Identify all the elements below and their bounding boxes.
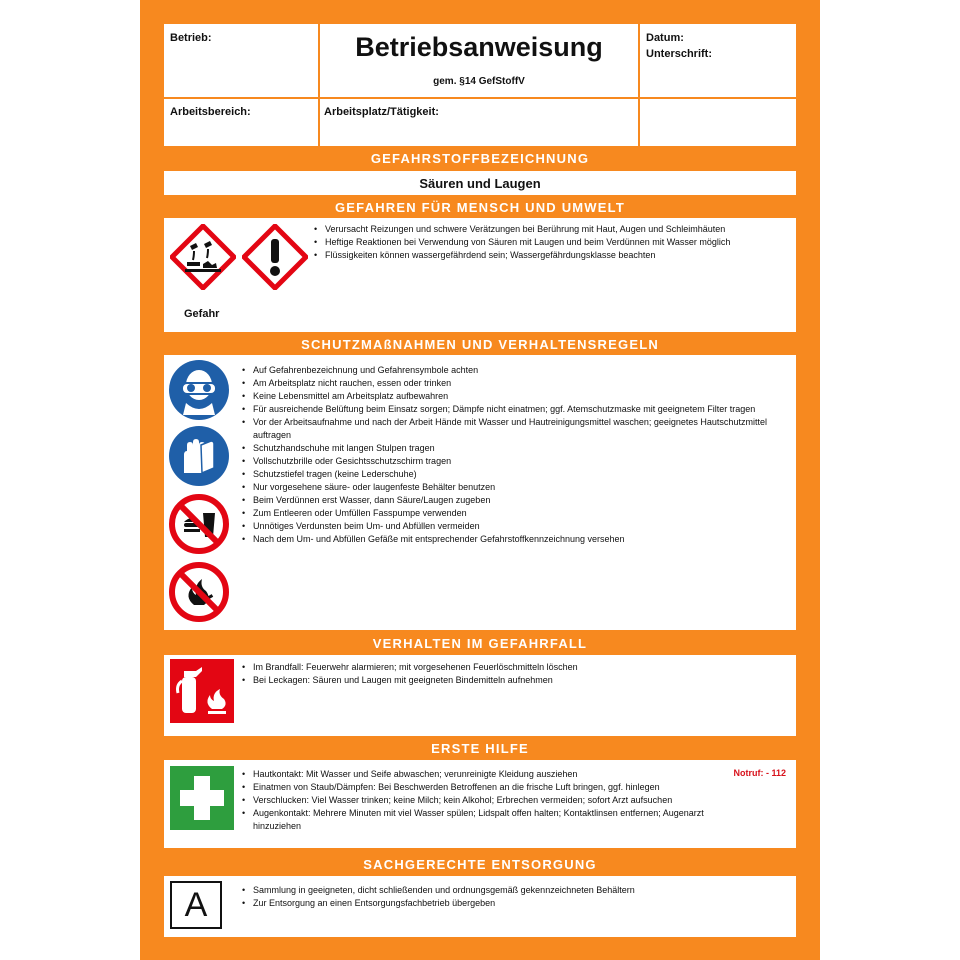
list-item: • Einatmen von Staub/Dämpfen: Bei Beschwerden Betroffenen an die frische Luft bringen, ggf. hinlegen <box>242 781 722 794</box>
list-item: • Unnötiges Verdunsten beim Um- und Abfüllen vermeiden <box>242 520 784 533</box>
substance-name-box <box>164 171 796 195</box>
emergency-number: Notruf: - 112 <box>733 768 786 778</box>
signal-word: Gefahr <box>184 308 220 320</box>
header-box-betrieb <box>164 24 318 97</box>
section-title-entsorgung: SACHGERECHTE ENTSORGUNG <box>363 857 597 872</box>
eye-protection-icon <box>168 359 230 421</box>
hazards-box <box>164 218 796 332</box>
list-item: • Auf Gefahrenbezeichnung und Gefahrensymbole achten <box>242 364 784 377</box>
no-eating-drinking-icon <box>168 493 230 555</box>
list-item: • Verursacht Reizungen und schwere Verätzungen bei Berührung mit Haut, Augen und Schleimhäuten <box>314 223 788 236</box>
emergency-list <box>242 661 784 687</box>
operating-instruction-sheet <box>140 0 820 960</box>
section-title-erste-hilfe: ERSTE HILFE <box>431 741 529 756</box>
section-title-gefahrstoff: GEFAHRSTOFFBEZEICHNUNG <box>370 151 590 166</box>
fire-extinguisher-icon <box>170 659 234 723</box>
list-item: • Vollschutzbrille oder Gesichtsschutzschirm tragen <box>242 455 784 468</box>
list-item: • Am Arbeitsplatz nicht rauchen, essen oder trinken <box>242 377 784 390</box>
hazards-list <box>314 223 788 262</box>
list-item: • Augenkontakt: Mehrere Minuten mit viel Wasser spülen; Lidspalt offen halten; Kontaktlinsen entfernen; Augenarzt hinzuziehen <box>242 807 722 833</box>
header-box-arbeitsplatz <box>320 99 638 146</box>
no-open-flame-icon <box>168 561 230 623</box>
list-item: • Beim Verdünnen erst Wasser, dann Säure/Laugen zugeben <box>242 494 784 507</box>
list-item: • Heftige Reaktionen bei Verwendung von Säuren mit Laugen und beim Verdünnen mit Wasser möglich <box>314 236 788 249</box>
section-title-gefahren: GEFAHREN FÜR MENSCH UND UMWELT <box>335 200 625 215</box>
first-aid-box <box>164 760 796 848</box>
arbeitsbereich-label: Arbeitsbereich: <box>170 106 251 118</box>
arbeitsplatz-label: Arbeitsplatz/Tätigkeit: <box>324 106 439 118</box>
page-title: Betriebsanweisung <box>355 32 603 62</box>
corrosion-ghs-icon <box>170 224 236 290</box>
list-item: • Keine Lebensmittel am Arbeitsplatz aufbewahren <box>242 390 784 403</box>
disposal-list <box>242 884 784 910</box>
list-item: • Im Brandfall: Feuerwehr alarmieren; mit vorgesehenen Feuerlöschmitteln löschen <box>242 661 784 674</box>
unterschrift-label: Unterschrift: <box>646 48 713 60</box>
list-item: • Vor der Arbeitsaufnahme und nach der Arbeit Hände mit Wasser und Hautreinigungsmittel waschen; geeignetes Hautschutzmittel auftragen <box>242 416 784 442</box>
emergency-box <box>164 655 796 736</box>
list-item: • Für ausreichende Belüftung beim Einsatz sorgen; Dämpfe nicht einatmen; ggf. Atemschutzmaske mit geeignetem Filter tragen <box>242 403 784 416</box>
list-item: • Nach dem Um- und Abfüllen Gefäße mit entsprechender Gefahrstoffkennzeichnung versehen <box>242 533 784 546</box>
protection-list <box>242 364 784 546</box>
header-box-empty <box>640 99 796 146</box>
first-aid-icon <box>170 766 234 830</box>
list-item: • Verschlucken: Viel Wasser trinken; keine Milch; kein Alkohol; Erbrechen vermeiden; sofort Arzt aufsuchen <box>242 794 722 807</box>
datum-label: Datum: <box>646 32 684 44</box>
list-item: • Sammlung in geeigneten, dicht schließenden und ordnungsgemäß gekennzeichneten Behältern <box>242 884 784 897</box>
list-item: • Schutzhandschuhe mit langen Stulpen tragen <box>242 442 784 455</box>
disposal-box <box>164 876 796 937</box>
list-item: • Bei Leckagen: Säuren und Laugen mit geeigneten Bindemitteln aufnehmen <box>242 674 784 687</box>
header-box-title <box>320 24 638 97</box>
section-title-schutz: SCHUTZMAßNAHMEN UND VERHALTENSREGELN <box>301 337 659 352</box>
list-item: • Zur Entsorgung an einen Entsorgungsfachbetrieb übergeben <box>242 897 784 910</box>
header-box-arbeitsbereich <box>164 99 318 146</box>
list-item: • Schutzstiefel tragen (keine Lederschuhe) <box>242 468 784 481</box>
list-item: • Zum Entleeren oder Umfüllen Fasspumpe verwenden <box>242 507 784 520</box>
page-subtitle: gem. §14 GefStoffV <box>433 76 525 87</box>
substance-name: Säuren und Laugen <box>419 176 541 191</box>
list-item: • Flüssigkeiten können wassergefährdend sein; Wassergefährdungsklasse beachten <box>314 249 788 262</box>
section-title-gefahrfall: VERHALTEN IM GEFAHRFALL <box>372 636 588 651</box>
protection-box <box>164 355 796 630</box>
betrieb-label: Betrieb: <box>170 32 212 44</box>
list-item: • Hautkontakt: Mit Wasser und Seife abwaschen; verunreinigte Kleidung ausziehen <box>242 768 722 781</box>
disposal-a-icon <box>170 881 222 929</box>
exclamation-ghs-icon <box>242 224 308 290</box>
disposal-a-letter: A <box>184 886 208 924</box>
header-box-date <box>640 24 796 97</box>
first-aid-list <box>242 768 722 833</box>
gloves-icon <box>168 425 230 487</box>
list-item: • Nur vorgesehene säure- oder laugenfeste Behälter benutzen <box>242 481 784 494</box>
